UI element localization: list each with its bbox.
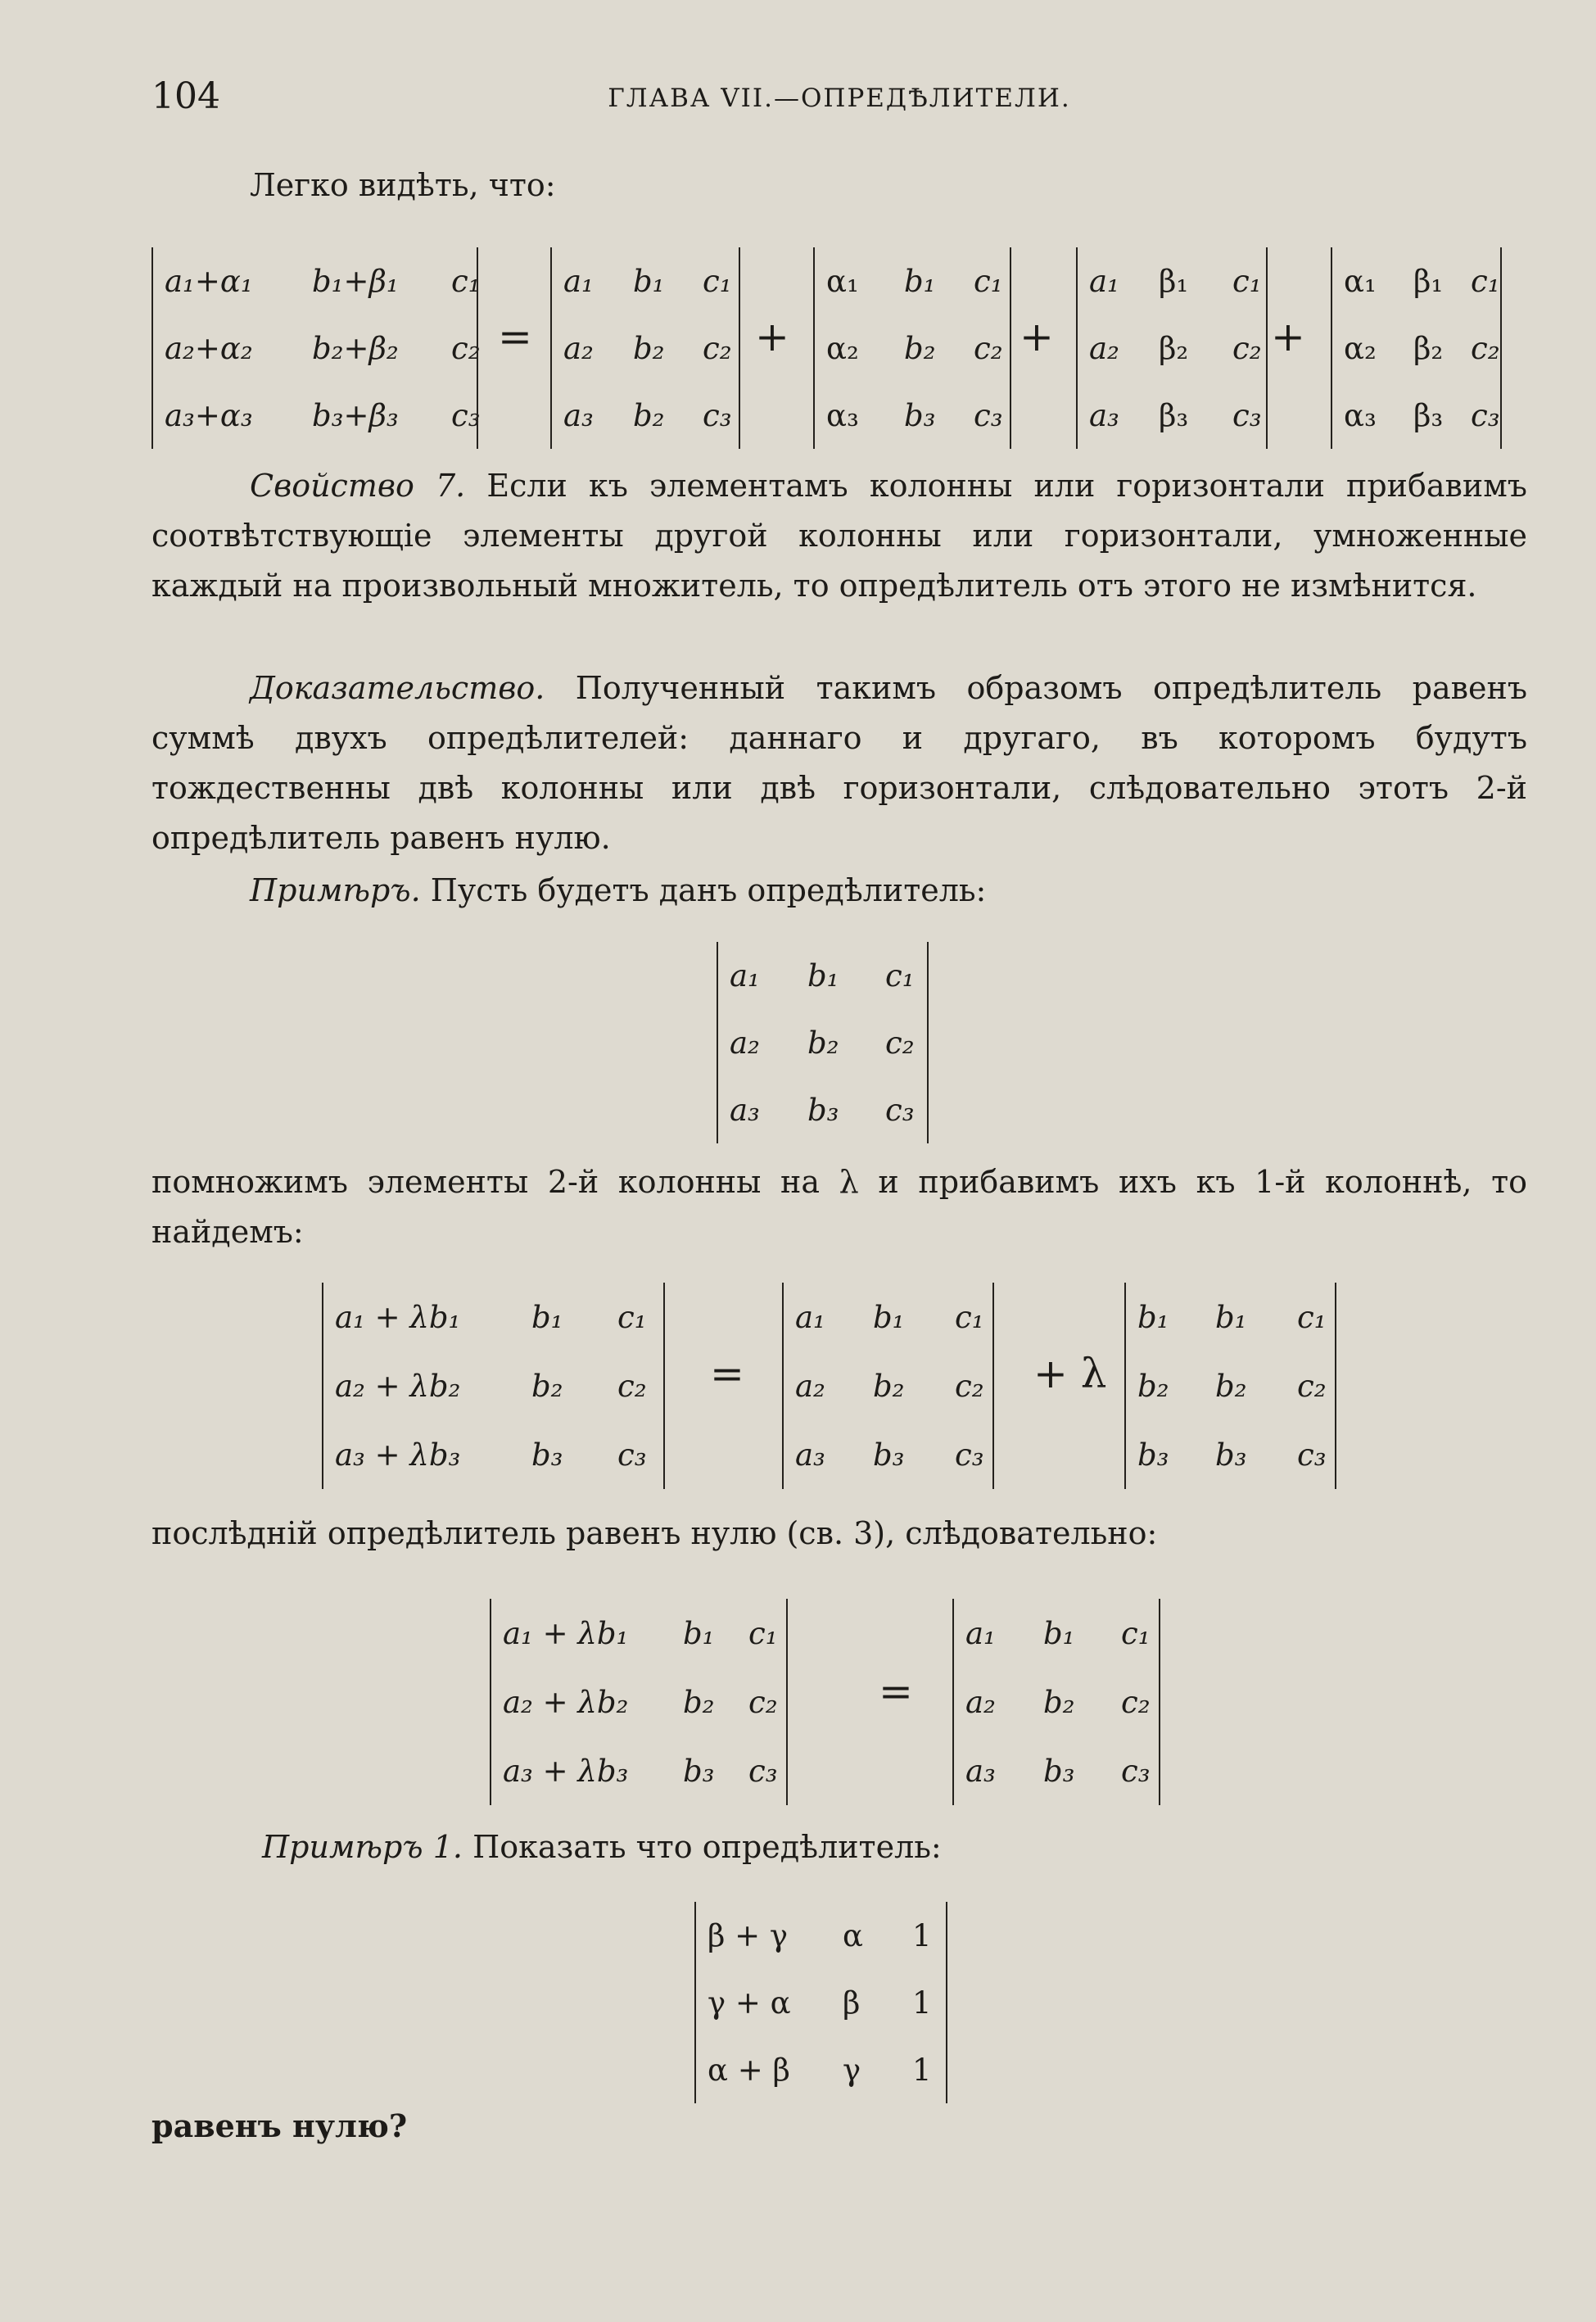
page-header	[151, 75, 1527, 124]
determinant-cell: b₂	[904, 330, 936, 366]
determinant-cell: b₁	[807, 957, 839, 994]
determinant-cell: a₂ + λb₂	[335, 1368, 461, 1404]
determinant-cell: c₁	[974, 263, 1003, 299]
determinant-cell: β₁	[1413, 263, 1444, 299]
determinant-cell: a₂	[965, 1684, 996, 1720]
example-1-text: Показать что опредѣлитель:	[472, 1829, 942, 1865]
determinant-cell: β + γ	[708, 1917, 789, 1953]
determinant-cell: b₂	[873, 1368, 905, 1404]
determinant-cell: c₂	[955, 1368, 984, 1404]
determinant-cell: c₂	[1232, 330, 1262, 366]
determinant-grid	[1332, 247, 1500, 449]
determinant-cell: b₁	[1215, 1299, 1247, 1335]
determinant-cell: c₃	[451, 397, 481, 433]
determinant	[322, 1283, 665, 1489]
proof-text: Полученный такимъ образомъ опредѣлитель равенъ суммѣ двухъ опредѣлителей: даннаго и другаго, въ которомъ будутъ тождественны двѣ колонны или двѣ горизонтали, слѣдовательно этотъ 2-й опредѣлитель равенъ нулю.	[151, 670, 1527, 856]
paragraph-question	[151, 2101, 1527, 2151]
determinant-cell: c₁	[1297, 1299, 1327, 1335]
property-text: Если къ элементамъ колонны или горизонтали прибавимъ соотвѣтствующіе элементы другой колонны или горизонтали, умноженные каждый на произвольный множитель, то опредѣлитель отъ этого не измѣнится.	[151, 468, 1527, 604]
determinant-cell: c₂	[974, 330, 1003, 366]
determinant-cell: c₃	[1471, 397, 1500, 433]
determinant-cell: c₂	[703, 330, 732, 366]
property-label: Свойство 7.	[250, 468, 466, 504]
determinant-cell: c₂	[885, 1025, 915, 1061]
determinant-cell: c₃	[748, 1753, 778, 1789]
determinant-cell: a₂	[730, 1025, 760, 1061]
paragraph-last-zero	[151, 1509, 1527, 1559]
determinant-cell: a₂	[1089, 330, 1119, 366]
determinant-cell: c₁	[1121, 1615, 1151, 1651]
plus-sign: +	[755, 313, 789, 360]
paragraph-property-7	[151, 461, 1527, 611]
determinant-cell: c₁	[451, 263, 481, 299]
determinant	[550, 247, 740, 449]
determinant-cell: b₁	[1043, 1615, 1075, 1651]
determinant-cell: c₁	[955, 1299, 984, 1335]
paragraph-multiply	[151, 1157, 1527, 1257]
determinant-cell: c₃	[1121, 1753, 1151, 1789]
plus-lambda: + λ	[1033, 1350, 1107, 1397]
determinant-cell: a₁ + λb₁	[335, 1299, 461, 1335]
determinant-cell: 1	[912, 1917, 932, 1953]
determinant-cell: c₂	[1121, 1684, 1151, 1720]
determinant-bar-right	[739, 247, 740, 449]
page-number: 104	[151, 75, 220, 117]
determinant	[694, 1902, 947, 2103]
determinant-cell: a₁	[795, 1299, 825, 1335]
determinant-cell: a₃	[730, 1092, 760, 1128]
determinant-cell: b₂	[633, 397, 665, 433]
determinant-cell: α₃	[826, 397, 859, 433]
determinant-cell: α₁	[1344, 263, 1377, 299]
determinant-cell: β₂	[1159, 330, 1189, 366]
determinant-grid	[696, 1902, 946, 2103]
plus-sign: +	[1020, 313, 1054, 360]
determinant-cell: α₂	[826, 330, 859, 366]
determinant-cell: c₂	[748, 1684, 778, 1720]
determinant-grid	[718, 942, 927, 1143]
paragraph-example	[151, 866, 1527, 916]
determinant-cell: b₂	[1043, 1684, 1075, 1720]
determinant-cell: c₂	[617, 1368, 647, 1404]
determinant-cell: c₁	[617, 1299, 647, 1335]
determinant-cell: b₃	[1137, 1437, 1169, 1473]
determinant-grid	[1126, 1283, 1335, 1489]
determinant	[1124, 1283, 1336, 1489]
determinant-cell: α₃	[1344, 397, 1377, 433]
determinant-cell: b₃	[531, 1437, 563, 1473]
determinant-bar-right	[1500, 247, 1502, 449]
determinant-cell: c₁	[748, 1615, 778, 1651]
determinant-cell: b₃	[683, 1753, 715, 1789]
determinant-bar-right	[1266, 247, 1268, 449]
determinant-bar-right	[477, 247, 478, 449]
determinant-cell: α	[843, 1917, 863, 1953]
example-text: Пусть будетъ данъ опредѣлитель:	[430, 872, 987, 908]
determinant-cell: a₂ + λb₂	[503, 1684, 629, 1720]
plus-sign: +	[1271, 313, 1305, 360]
determinant-cell: a₃	[795, 1437, 825, 1473]
determinant-grid	[815, 247, 1010, 449]
determinant-cell: 1	[912, 1985, 932, 2021]
determinant-cell: β₃	[1413, 397, 1444, 433]
determinant-cell: c₃	[1232, 397, 1262, 433]
determinant-bar-right	[1010, 247, 1011, 449]
determinant-cell: c₁	[1471, 263, 1500, 299]
determinant-cell: c₁	[885, 957, 915, 994]
determinant-cell: a₁	[730, 957, 760, 994]
determinant-cell: a₂	[563, 330, 594, 366]
determinant	[151, 247, 481, 449]
determinant-cell: β₁	[1159, 263, 1189, 299]
determinant-cell: a₃	[965, 1753, 996, 1789]
determinant-cell: a₁ + λb₁	[503, 1615, 629, 1651]
determinant-cell: c₃	[617, 1437, 647, 1473]
determinant-bar-right	[1335, 1283, 1336, 1489]
determinant-cell: b₁	[633, 263, 665, 299]
determinant-cell: b₃	[873, 1437, 905, 1473]
equals-sign: =	[879, 1668, 913, 1715]
determinant-cell: b₃+β₃	[312, 397, 399, 433]
determinant-cell: β	[843, 1985, 861, 2021]
equals-sign: =	[498, 313, 532, 360]
determinant-grid	[323, 1283, 663, 1489]
determinant-bar-right	[927, 942, 929, 1143]
determinant-cell: a₁+α₁	[165, 263, 253, 299]
proof-label: Доказательство.	[250, 670, 545, 706]
determinant-cell: a₃	[563, 397, 594, 433]
determinant-grid	[153, 247, 481, 449]
example-1-label: Примѣръ 1.	[262, 1829, 463, 1865]
multiply-text: помножимъ элементы 2-й колонны на λ и прибавимъ ихъ къ 1-й колоннѣ, то найдемъ:	[151, 1164, 1527, 1250]
determinant-cell: b₁	[904, 263, 936, 299]
determinant-cell: b₃	[1215, 1437, 1247, 1473]
determinant	[782, 1283, 994, 1489]
determinant-cell: c₂	[1471, 330, 1500, 366]
determinant-cell: a₃+α₃	[165, 397, 253, 433]
determinant-cell: b₃	[1043, 1753, 1075, 1789]
determinant-grid	[784, 1283, 992, 1489]
determinant-cell: b₁	[873, 1299, 905, 1335]
determinant-cell: c₃	[1297, 1437, 1327, 1473]
determinant-bar-right	[786, 1599, 788, 1805]
determinant-cell: b₁	[1137, 1299, 1169, 1335]
determinant-cell: 1	[912, 2052, 932, 2088]
determinant-cell: b₃	[807, 1092, 839, 1128]
example-label: Примѣръ.	[250, 872, 421, 908]
determinant-cell: b₂	[1215, 1368, 1247, 1404]
determinant-grid	[1078, 247, 1266, 449]
determinant-cell: c₁	[703, 263, 732, 299]
determinant-cell: b₂	[683, 1684, 715, 1720]
determinant	[1076, 247, 1268, 449]
running-title: ГЛАВА VII.—ОПРЕДѢЛИТЕЛИ.	[608, 84, 1071, 113]
determinant-cell: c₂	[451, 330, 481, 366]
determinant-cell: c₂	[1297, 1368, 1327, 1404]
determinant	[952, 1599, 1160, 1805]
determinant	[490, 1599, 788, 1805]
determinant-cell: b₂	[807, 1025, 839, 1061]
determinant-cell: a₁	[965, 1615, 996, 1651]
determinant-cell: b₂+β₂	[312, 330, 399, 366]
determinant-cell: a₃ + λb₃	[503, 1753, 629, 1789]
determinant-grid	[552, 247, 739, 449]
determinant-cell: b₁	[531, 1299, 563, 1335]
determinant-cell: a₃ + λb₃	[335, 1437, 461, 1473]
determinant-cell: c₃	[885, 1092, 915, 1128]
question-text: равенъ нулю?	[151, 2107, 408, 2144]
determinant-cell: c₁	[1232, 263, 1262, 299]
determinant-cell: α₁	[826, 263, 859, 299]
determinant-cell: b₁	[683, 1615, 715, 1651]
determinant-grid	[954, 1599, 1159, 1805]
determinant-bar-right	[946, 1902, 947, 2103]
determinant-cell: c₃	[955, 1437, 984, 1473]
determinant-cell: b₂	[531, 1368, 563, 1404]
determinant-bar-right	[992, 1283, 994, 1489]
determinant-cell: γ + α	[708, 1985, 791, 2021]
paragraph-example-1	[151, 1822, 1527, 1872]
determinant-cell: β₃	[1159, 397, 1189, 433]
determinant-bar-right	[663, 1283, 665, 1489]
determinant-grid	[491, 1599, 786, 1805]
determinant-cell: a₃	[1089, 397, 1119, 433]
determinant-cell: γ	[843, 2052, 861, 2088]
determinant-cell: a₁	[563, 263, 594, 299]
determinant-cell: a₂	[795, 1368, 825, 1404]
determinant-cell: c₃	[974, 397, 1003, 433]
determinant-cell: a₁	[1089, 263, 1119, 299]
determinant	[717, 942, 929, 1143]
paragraph-proof	[151, 663, 1527, 863]
determinant-cell: α₂	[1344, 330, 1377, 366]
last-zero-text: послѣдній опредѣлитель равенъ нулю (св. 3), слѣдовательно:	[151, 1515, 1158, 1551]
determinant-cell: b₂	[1137, 1368, 1169, 1404]
determinant-cell: b₁+β₁	[312, 263, 399, 299]
determinant-cell: a₂+α₂	[165, 330, 253, 366]
determinant	[1331, 247, 1502, 449]
paragraph-intro	[151, 161, 1527, 210]
determinant-cell: β₂	[1413, 330, 1444, 366]
intro-text: Легко видѣть, что:	[250, 167, 556, 203]
determinant-cell: b₃	[904, 397, 936, 433]
determinant-cell: α + β	[708, 2052, 790, 2088]
equals-sign: =	[710, 1350, 744, 1397]
determinant	[813, 247, 1011, 449]
determinant-bar-right	[1159, 1599, 1160, 1805]
determinant-cell: b₂	[633, 330, 665, 366]
determinant-cell: c₃	[703, 397, 732, 433]
